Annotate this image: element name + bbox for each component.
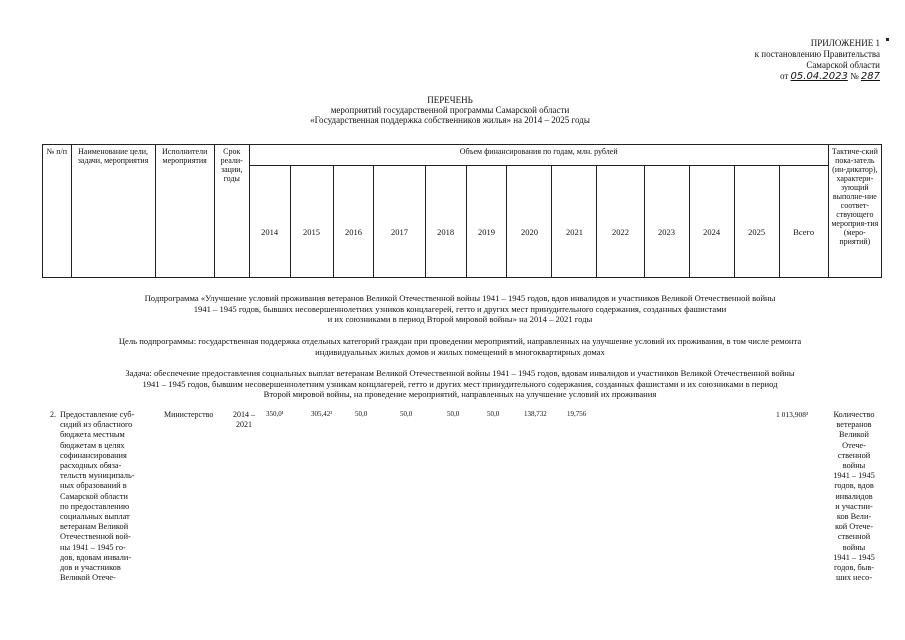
- document-heading: [150, 95, 750, 125]
- col-finance-header: Объем финансирования по годам, млн. рублей: [249, 145, 828, 166]
- year-2019: 2019: [466, 166, 507, 278]
- goal-line1: Цель подпрограммы: государственная поддержка отдельных категорий граждан при проведении мероприятий, направленных на улучшение условий их проживания, в том числе ремонта: [118, 336, 802, 346]
- heading-title: ПЕРЕЧЕНЬ: [427, 95, 473, 105]
- subprogram-line1: Подпрограмма «Улучшение условий проживания ветеранов Великой Отечественной войны 1941 – 1945 годов, вдов инвалидов и участников Великой Отечественной войны: [144, 293, 776, 303]
- col-exec-header: Исполнители мероприятия: [155, 145, 214, 278]
- task-text: [70, 368, 850, 400]
- appendix-line2: Самарской области: [806, 60, 880, 70]
- year-2015: 2015: [290, 166, 333, 278]
- year-2023: 2023: [644, 166, 689, 278]
- number-prefix: №: [850, 71, 859, 81]
- subprogram-line2: 1941 – 1945 годов, бывших несовершеннолетних узников концлагерей, гетто и других мест принудительного содержания, созданных фашистами: [193, 303, 727, 314]
- appendix-date-line: [660, 71, 880, 82]
- heading-line1: мероприятий государственной программы Самарской области: [330, 105, 570, 115]
- appendix-header: [660, 38, 880, 82]
- col-num-header: № п/п: [43, 145, 72, 278]
- value-2016: 50,0: [355, 410, 368, 418]
- date-prefix: от: [779, 71, 789, 81]
- task-line1: Задача: обеспечение предоставления социальных выплат ветеранам Великой Отечественной войны 1941 – 1945 годов, вдовам инвалидов и участников Великой Отечественной войны: [125, 368, 795, 378]
- date-value: 05.04.2023: [790, 71, 848, 82]
- year-2016: 2016: [333, 166, 374, 278]
- row-number: 2.: [50, 410, 56, 419]
- value-2019: 50,0: [487, 410, 500, 418]
- task-line2: 1941 – 1945 годов, бывшим несовершеннолетним узникам концлагерей, гетто и других мест принудительного содержания, созданных фашистами и их союзниками в период: [142, 378, 778, 389]
- year-2020: 2020: [507, 166, 552, 278]
- number-value: 287: [860, 71, 880, 82]
- subprogram-line3: и их союзниками в период Второй мировой войны» на 2014 – 2021 годы: [327, 314, 593, 324]
- value-2014: 350,0¹: [266, 410, 284, 418]
- heading-line2: «Государственная поддержка собственников жилья» на 2014 – 2025 годы: [310, 115, 590, 125]
- year-2017: 2017: [374, 166, 425, 278]
- row-executor: Министерство: [164, 410, 214, 419]
- year-2022: 2022: [597, 166, 644, 278]
- col-term-header: Срок реали-зации, годы: [214, 145, 249, 278]
- value-2017: 50,0: [400, 410, 413, 418]
- row-term-line2: 2021: [236, 419, 252, 429]
- subprogram-title: [70, 293, 850, 325]
- year-2014: 2014: [249, 166, 290, 278]
- value-total: 1 013,908³: [776, 410, 809, 419]
- year-2018: 2018: [425, 166, 466, 278]
- year-total: Всего: [779, 166, 828, 278]
- year-2025: 2025: [734, 166, 779, 278]
- value-2021: 19,756: [567, 410, 587, 418]
- header-table: [42, 144, 882, 278]
- appendix-line1: к постановлению Правительства: [754, 49, 880, 59]
- row-description: Предоставление суб- сидий из областного бюджета местным бюджетам в целях софинансирования расходных обяза- тельств муниципаль- ных образований в Самарской области по предоставлению социальных выплат ветеранам Великой Отечественной вой- ны 1941 – 1945 го- дов, вдовам инвали- дов и участников Великой Отече-: [60, 410, 135, 583]
- year-2021: 2021: [552, 166, 597, 278]
- row-term-line1: 2014 –: [233, 410, 255, 419]
- row-indicator: Количество ветеранов Великой Отече- ственной войны 1941 – 1945 годов, вдов инвалидов и участни- ков Вели- кой Отече- ственной войны 1941 – 1945 годов, быв- ших несо-: [833, 410, 875, 583]
- year-2024: 2024: [689, 166, 734, 278]
- goal-line2: индивидуальных жилых домов и жилых помещений в многоквартирных домах: [315, 346, 605, 357]
- task-line3: Второй мировой войны, на проведение мероприятий, направленных на улучшение условий их проживания: [263, 389, 657, 399]
- row-term: [230, 410, 258, 429]
- appendix-title: ПРИЛОЖЕНИЕ 1: [810, 38, 880, 48]
- goal-text: [70, 336, 850, 357]
- col-indicator-header: Тактиче-ский пока-затель (ин-дикатор), характери-зующий выполне-ние соответ-ствующего мероприя-тия (меро-приятий): [828, 145, 881, 278]
- col-name-header: Наименование цели, задачи, мероприятия: [71, 145, 155, 278]
- value-2015: 305,42²: [311, 410, 333, 418]
- value-2020: 138,732: [524, 410, 547, 418]
- decorative-dot: [886, 38, 889, 41]
- value-2018: 50,0: [447, 410, 460, 418]
